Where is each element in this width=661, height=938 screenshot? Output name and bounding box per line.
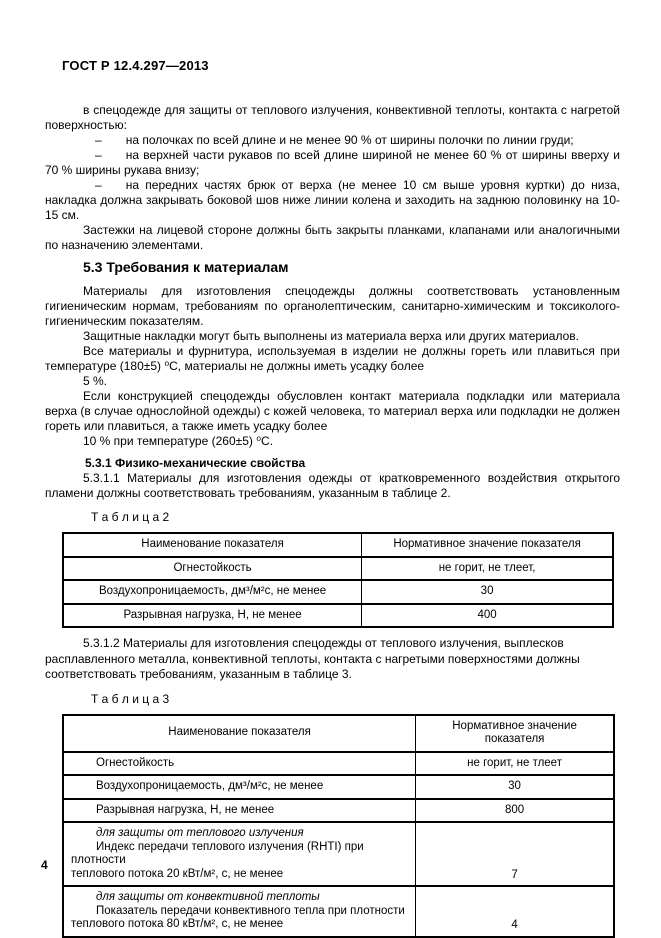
list-item-text: на полочках по всей длине и не менее 90 % от ширины полочки по линии груди; <box>125 133 574 147</box>
list-dash: – <box>95 133 102 147</box>
indicator-value-cell: не горит, не тлеет <box>416 752 614 776</box>
indicator-name-line: теплового потока 20 кВт/м², с, не менее <box>71 867 284 880</box>
indicator-value-cell: 400 <box>362 604 613 628</box>
table-2-header-row <box>63 533 613 557</box>
list-dash: – <box>95 148 102 162</box>
section-5-3-title: 5.3 Требования к материалам <box>83 259 289 275</box>
table-3-header-name: Наименование показателя <box>63 715 416 752</box>
list-item <box>45 148 620 178</box>
indicator-name-cell: Разрывная нагрузка, Н, не менее <box>96 803 275 816</box>
table-3-header-value: Нормативное значение показателя <box>416 715 614 752</box>
indicator-name-cell: Воздухопроницаемость, дм³/м²с, не менее <box>96 780 324 792</box>
indicator-name-cell: Огнестойкость <box>63 557 362 581</box>
clause-5-3-1-2-paragraph: 5.3.1.2 Материалы для изготовления спецодежды от теплового излучения, выплесков расплавленного металла, конвективной теплоты, контакта с нагретыми поверхностями должны соответствовать требованиям, указанным в таблице 3. <box>45 636 580 681</box>
list-item-text: на верхней части рукавов по всей длине шириной не менее 60 % от ширины вверху и 70 % ширины рукава внизу; <box>45 148 620 177</box>
shrinkage-10-percent-line: 10 % при температуре (260±5) ⁰С. <box>83 434 274 448</box>
list-item <box>45 133 620 148</box>
list-dash: – <box>95 178 102 192</box>
table-row <box>63 604 613 628</box>
indicator-value-cell: 30 <box>362 580 613 604</box>
table-row <box>63 752 614 776</box>
indicator-name-cell: Воздухопроницаемость, дм³/м²с, не менее <box>63 580 362 604</box>
table-row <box>63 557 613 581</box>
hygiene-paragraph: Материалы для изготовления спецодежды должны соответствовать установленным гигиеническим нормам, требованиям по органолептическим, санитарно-химическим и токсиколого-гигиеническим показателям. <box>45 284 620 328</box>
table-row <box>63 799 614 823</box>
indicator-name-cell: Разрывная нагрузка, Н, не менее <box>63 604 362 628</box>
table-row <box>63 886 614 937</box>
indicator-value-cell: 7 <box>416 822 614 886</box>
indicator-value-cell: 4 <box>416 886 614 937</box>
list-item-text: на передних частях брюк от верха (не менее 10 см выше уровня куртки) до низа, накладка должна закрывать боковой шов ниже линии колена и заходить на заднюю половинку на 10-15 см. <box>45 178 620 222</box>
protective-pads-paragraph: Защитные накладки могут быть выполнены из материала верха или других материалов. <box>83 329 579 343</box>
shrinkage-5-percent-line: 5 %. <box>83 374 108 388</box>
indicator-value-cell: не горит, не тлеет, <box>362 557 613 581</box>
clause-5-3-1-1-paragraph: 5.3.1.1 Материалы для изготовления одежды от кратковременного воздействия открытого пламени должны соответствовать требованиям, указанным в таблице 2. <box>45 471 620 500</box>
intro-paragraph: в спецодежде для защиты от теплового излучения, конвективной теплоты, контакта с нагретой поверхностью: <box>45 103 620 132</box>
table-row <box>63 775 614 799</box>
page-number: 4 <box>41 858 48 872</box>
indicator-name-line: Показатель передачи конвективного тепла при плотности <box>96 904 405 917</box>
table-2-header-name: Наименование показателя <box>63 533 362 557</box>
list-item <box>45 178 620 223</box>
table-2 <box>62 532 614 628</box>
indicator-value-cell: 800 <box>416 799 614 823</box>
indicator-name-line: Индекс передачи теплового излучения (RHTI) при плотности <box>71 840 364 866</box>
group-label-convective-heat: для защиты от конвективной теплоты <box>96 891 320 903</box>
indicator-name-cell: Огнестойкость <box>96 756 175 769</box>
materials-fittings-paragraph: Все материалы и фурнитура, используемая в изделии не должны гореть или плавиться при температуре (180±5) ⁰С, материалы не должны иметь усадку более <box>45 344 620 373</box>
table-3-header-row <box>63 715 614 752</box>
table-2-caption: Т а б л и ц а 2 <box>91 510 170 524</box>
standard-number-header: ГОСТ Р 12.4.297—2013 <box>62 58 209 73</box>
table-row <box>63 822 614 886</box>
indicator-value-cell: 30 <box>416 775 614 799</box>
table-3-caption: Т а б л и ц а 3 <box>91 691 170 706</box>
table-row <box>63 580 613 604</box>
table-2-header-value: Нормативное значение показателя <box>362 533 613 557</box>
group-label-thermal-radiation: для защиты от теплового излучения <box>96 827 304 839</box>
section-5-3-1-title: 5.3.1 Физико-механические свойства <box>85 456 306 470</box>
fasteners-paragraph: Застежки на лицевой стороне должны быть закрыты планками, клапанами или аналогичными по назначению элементами. <box>45 223 620 252</box>
indicator-name-line: теплового потока 80 кВт/м², с, не менее <box>71 918 284 930</box>
lining-contact-paragraph: Если конструкцией спецодежды обусловлен контакт материала подкладки или материала верха (в случае однослойной одежды) с кожей человека, то материал верха или подкладки не должен гореть или плавиться, а также иметь усадку более <box>45 389 620 433</box>
table-3 <box>62 714 615 938</box>
